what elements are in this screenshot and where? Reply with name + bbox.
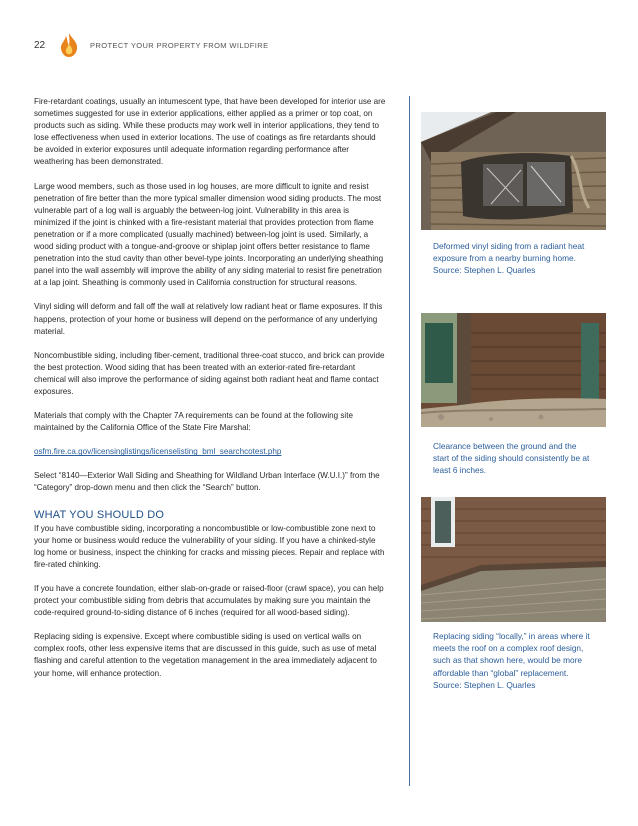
paragraph-fire-retardant-coatings: Fire-retardant coatings, usually an intumescent type, that have been developed for interior use are sometimes suggested for use in exterior applications, either applied as a primer or top coat, on products such as siding. While these products may work well in interior applications, they tend to lose effectiveness when used in exterior locations. The use of coatings as fire retardants should be avoided in exterior exposures until adequate information regarding performance after weathering has been demonstrated.: [34, 97, 386, 167]
paragraph-large-wood-members: Large wood members, such as those used in log houses, are more difficult to ignite and resist penetration of fire better than the more typical smaller dimension wood siding products. The most vulnerable part of a log wall is arguably the between-log joint. Vulnerability in this area is minimized if the joint is chinked with a fire-resistant material that provides protection from flame penetration or if a more complicated (usually machined) between-log joint is used. Similarly, a wood siding product with a tongue-and-groove or shiplap joint offers better resistance to flame penetration into the stud cavity than other bevel-type joints. Incorporating an underlying sheathing panel into the wall assembly will improve the ability of any siding material to resist fire penetration at a lap joint. Sheathing is commonly used in California construction for structural reasons.: [34, 181, 384, 288]
column-divider: [409, 96, 410, 786]
page-header: [34, 30, 268, 60]
paragraph-select-category: Select “8140—Exterior Wall Siding and Sheathing for Wildland Urban Interface (W.U.I.)” from the “Category” drop-down menu and then click the “Search” button.: [34, 471, 380, 493]
osfm-listing-link[interactable]: osfm.fire.ca.gov/licensinglistings/licenselisting_bml_searchcotest.php: [34, 447, 282, 457]
photo-local-siding-replacement: [421, 497, 606, 622]
caption-ground-clearance: Clearance between the ground and the start of the siding should consistently be at least 6 inches.: [433, 441, 590, 476]
flame-icon: [58, 32, 80, 58]
header-title: PROTECT YOUR PROPERTY FROM WILDFIRE: [90, 40, 269, 50]
paragraph-vinyl-siding: Vinyl siding will deform and fall off the wall at relatively low radiant heat or flame exposures. If this happens, protection of your home or business will depend on the performance of any underlying material.: [34, 302, 383, 336]
caption-local-siding-replacement: Replacing siding “locally,” in areas where it meets the roof on a complex roof design, such as that shown here, would be more affordable than “global” replacement. Source: Stephen L. Quarles: [433, 631, 590, 690]
caption-deformed-vinyl-siding: Deformed vinyl siding from a radiant heat exposure from a nearby burning home. Source: Stephen L. Quarles: [433, 241, 585, 276]
section-heading-what-you-should-do: WHAT YOU SHOULD DO: [34, 508, 165, 521]
page-number: 22: [34, 39, 46, 51]
main-text-column: [34, 96, 386, 692]
photo-ground-clearance: [421, 313, 606, 427]
paragraph-replacing-siding: Replacing siding is expensive. Except where combustible siding is used on vertical walls on complex roofs, other less expensive items that are discussed in this guide, such as use of metal flashing and careful attention to the vegetation management in the area immediately adjacent to your home, will enhance protection.: [34, 632, 377, 678]
paragraph-combustible-siding: If you have combustible siding, incorporating a noncombustible or low-combustible zone next to your home or business would reduce the vulnerability of your siding. If you have a chinked-style log home or business, inspect the chinking for cracks and missing pieces. Repair and replace with fire-rated chinking.: [34, 523, 385, 569]
photo-deformed-vinyl-siding: [421, 112, 606, 230]
paragraph-concrete-foundation: If you have a concrete foundation, either slab-on-grade or raised-floor (crawl space), you can help protect your combustible siding from debris that accumulates by making sure you maintain the code-required ground-to-siding distance of 6 inches (required for all wood-based siding).: [34, 584, 384, 618]
paragraph-noncombustible-siding: Noncombustible siding, including fiber-cement, traditional three-coat stucco, and brick can provide the best protection. Wood siding that has been treated with an exterior-rated fire-retardant chemical will also improve the performance of siding against both radiant heat and flame contact exposures.: [34, 350, 385, 396]
paragraph-chapter-7a-materials: Materials that comply with the Chapter 7A requirements can be found at the following site maintained by the California Office of the State Fire Marshal:: [34, 411, 353, 433]
